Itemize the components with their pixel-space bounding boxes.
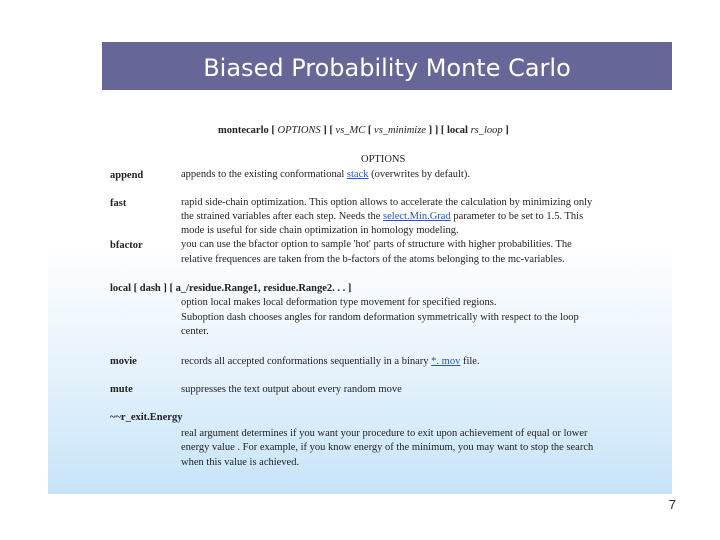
exit-energy-line2: energy value . For example, if you know energy of the minimum, you may want to stop the search [181,442,594,453]
bfactor-line1: you can use the bfactor option to sample 'hot' parts of structure with higher probabilities. The [181,239,572,250]
syntax-close1: ] [ [323,125,333,136]
syntax-vs-mc: vs_MC [335,125,366,136]
local-line1: option local makes local deformation type movement for specified regions. [181,297,497,308]
term-fast: fast [110,198,127,209]
local-line3: center. [181,326,209,337]
syntax-vs-minimize: vs_minimize [374,125,426,136]
page-number: 7 [668,497,676,512]
term-append: append [110,170,144,181]
mov-link[interactable]: *. mov [431,356,461,367]
syntax-bracket2: [ [367,125,372,136]
exit-energy-line1: real argument determines if you want your procedure to exit upon achievement of equal or lower [181,428,588,439]
term-exit-energy: ~~r_exit.Energy [110,412,183,423]
slide-title: Biased Probability Monte Carlo [203,54,571,82]
syntax-options: OPTIONS [277,125,321,136]
term-movie: movie [110,356,137,367]
syntax-close2: ] ] [ local [428,125,468,136]
term-bfactor: bfactor [110,240,143,251]
fast-line3: mode is useful for side chain optimization in homology modeling. [181,225,459,236]
stack-link[interactable]: stack [346,169,369,180]
options-heading: OPTIONS [361,154,406,165]
fast-line2 [181,210,583,223]
fast-line2-pre: the strained variables after each step. Needs the [181,211,381,222]
term-local: local [ dash ] [ a_/residue.Range1, residue.Range2. . . ] [110,283,352,294]
desc-movie [181,355,480,368]
exit-energy-line3: when this value is achieved. [181,457,300,468]
append-desc-post: (overwrites by default). [371,169,470,180]
append-desc-pre: appends to the existing conformational [181,169,345,180]
movie-desc-pre: records all accepted conformations sequentially in a binary [181,356,429,367]
fast-line2-post: parameter to be set to 1.5. This [453,211,584,222]
syntax-rs-loop: rs_loop [470,125,503,136]
desc-mute: suppresses the text output about every random move [181,384,402,395]
local-line2: Suboption dash chooses angles for random deformation symmetrically with respect to the loop [181,312,579,323]
term-mute: mute [110,384,133,395]
select-min-grad-link[interactable]: select.Min.Grad [383,211,451,222]
syntax-close3: ] [505,125,509,136]
movie-desc-post: file. [462,356,480,367]
fast-line1: rapid side-chain optimization. This option allows to accelerate the calculation by minimizing only [181,197,593,208]
syntax-cmd: montecarlo [ [218,125,275,136]
desc-append [181,168,470,181]
bfactor-line2: relative frequences are taken from the b-factors of the atoms belonging to the mc-variables. [181,254,565,265]
title-bar [102,42,672,90]
syntax-line [218,124,509,137]
